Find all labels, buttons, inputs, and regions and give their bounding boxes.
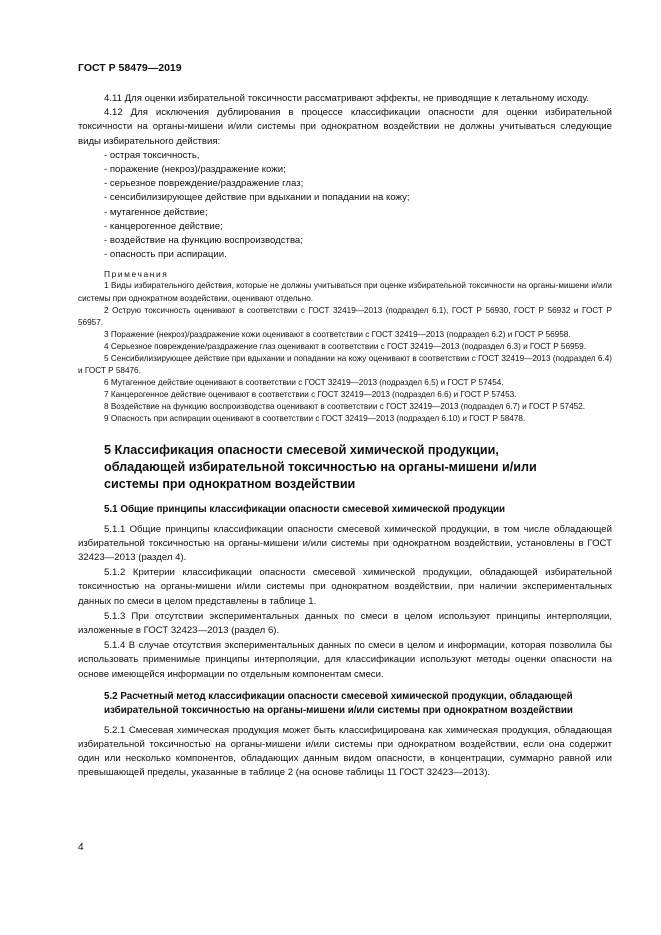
list-item: - воздействие на функцию воспроизводства; <box>104 235 303 247</box>
page-number: 4 <box>78 842 84 853</box>
note-item: 7 Канцерогенное действие оценивают в соответствии с ГОСТ 32419—2013 (подраздел 6.6) и ГОСТ Р 57453. <box>104 390 517 400</box>
paragraph-5-1-2: 5.1.2 Критерии классификации опасности смесевой химической продукции, обладающей избирательной токсичностью на органы-мишени и/или системы при однократном воздействии, при наличии экспериментальных данных по смеси в целом представлены в таблице 1. <box>78 567 612 607</box>
notes-block <box>78 268 612 425</box>
exclusion-list <box>78 149 612 263</box>
paragraph-5-2-1: 5.2.1 Смесевая химическая продукция может быть классифицирована как химическая продукция, обладающая избирательной токсичностью на органы-мишени и/или системы при однократном воздействии, если она содержит один или несколько компонентов, обладающих данным видом опасности, в концентрации, суммарно равной или превышающей пределы, указанные в таблице 2 (на основе таблицы 11 ГОСТ 32423—2013). <box>78 724 612 779</box>
list-item: - мутагенное действие; <box>104 206 208 218</box>
paragraph-5-1-1: 5.1.1 Общие принципы классификации опасности смесевой химической продукции, в том числе обладающей избирательной токсичностью на органы-мишени и/или системы при однократном воздействии, установлены в ГОСТ 32423—2013 (раздел 4). <box>78 523 612 563</box>
subsection-5-1-title: 5.1 Общие принципы классификации опасности смесевой химической продукции <box>104 503 506 515</box>
note-item: 9 Опасность при аспирации оценивают в соответствии с ГОСТ 32419—2013 (подраздел 6.10) и ГОСТ Р 58478. <box>104 414 526 424</box>
list-item: - опасность при аспирации. <box>104 249 227 261</box>
list-item: - поражение (некроз)/раздражение кожи; <box>104 164 286 176</box>
list-item: - сенсибилизирующее действие при вдыхании и попадании на кожу; <box>104 192 410 204</box>
list-item: - острая токсичность, <box>104 149 200 161</box>
note-item: 5 Сенсибилизирующее действие при вдыхании и попадании на кожу оценивают в соответствии с ГОСТ 32419—2013 (подраздел 6.4) и ГОСТ Р 58476. <box>78 354 612 376</box>
page-content <box>78 92 612 781</box>
note-item: 6 Мутагенное действие оценивают в соответствии с ГОСТ 32419—2013 (подраздел 6.5) и ГОСТ Р 57454. <box>104 378 504 388</box>
subsection-5-2-title: 5.2 Расчетный метод классификации опасности смесевой химической продукции, обладающей избирательной токсичностью на органы-мишени и/или системы при однократном воздействии <box>104 690 573 716</box>
list-item: - канцерогенное действие; <box>104 220 223 232</box>
notes-title: Примечания <box>104 269 169 280</box>
document-header: ГОСТ Р 58479—2019 <box>78 62 182 74</box>
note-item: 1 Виды избирательного действия, которые не должны учитываться при оценке избирательной токсичности на органы-мишени и/или системы при однократном воздействии, оценивают отдельно. <box>78 281 612 303</box>
paragraph-4-12: 4.12 Для исключения дублирования в процессе классификации опасности для оценки избирательной токсичности на органы-мишени и/или системы при однократном воздействии не должны учитываться следующие виды избирательного действия: <box>78 107 612 147</box>
paragraph-4-11: 4.11 Для оценки избирательной токсичности рассматривают эффекты, не приводящие к летальному исходу. <box>104 93 589 104</box>
paragraph-5-1-4: 5.1.4 В случае отсутствия экспериментальных данных по смеси в целом и информации, которая позволила бы использовать применимые принципы интерполяции, для классификации используют методы оценки опасности на основе имеющейся информации по отдельным компонентам смеси. <box>78 640 612 680</box>
note-item: 2 Острую токсичность оценивают в соответствии с ГОСТ 32419—2013 (подраздел 6.1), ГОСТ Р 56930, ГОСТ Р 56932 и ГОСТ Р 56957. <box>78 305 612 327</box>
note-item: 3 Поражение (некроз)/раздражение кожи оценивают в соответствии с ГОСТ 32419—2013 (подраздел 6.2) и ГОСТ Р 56958. <box>104 329 571 339</box>
note-item: 4 Серьезное повреждение/раздражение глаз оценивают в соответствии с ГОСТ 32419—2013 (подраздел 6.3) и ГОСТ Р 56959. <box>104 341 586 351</box>
paragraph-5-1-3: 5.1.3 При отсутствии экспериментальных данных по смеси в целом используют принципы интерполяции, изложенные в ГОСТ 32423—2013 (раздел 6). <box>78 610 612 636</box>
section-5-title: 5 Классификация опасности смесевой химической продукции, обладающей избирательной токсичностью на органы-мишени и/или системы при однократном воздействии <box>104 442 537 491</box>
list-item: - серьезное повреждение/раздражение глаз; <box>104 178 304 190</box>
note-item: 8 Воздействие на функцию воспроизводства оценивают в соответствии с ГОСТ 32419—2013 (подраздел 6.7) и ГОСТ Р 57452. <box>104 402 586 412</box>
